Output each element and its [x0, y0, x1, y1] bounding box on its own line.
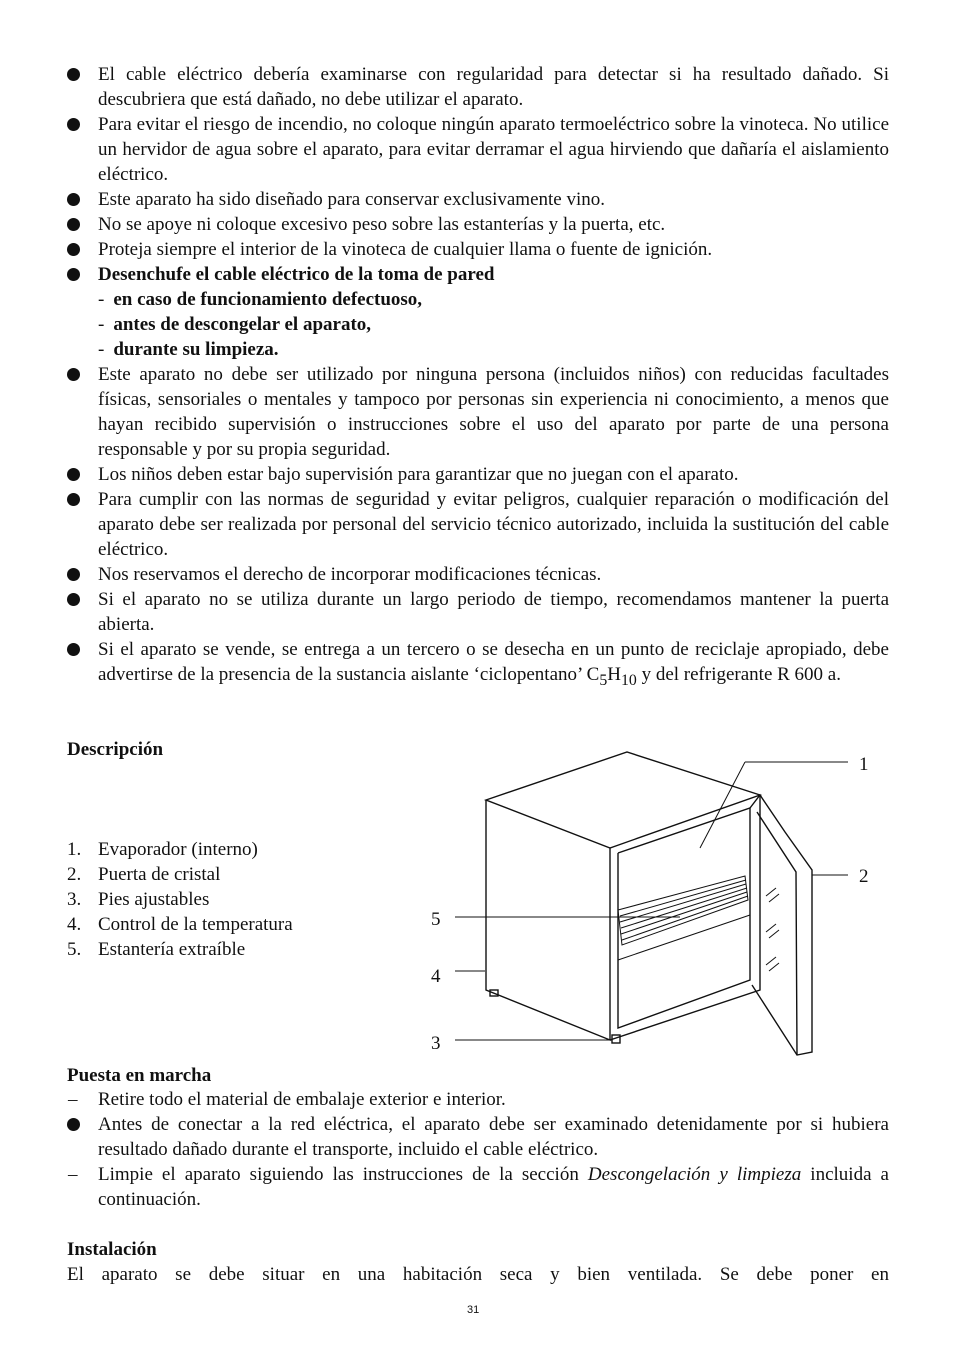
bullet-text: Si el aparato se vende, se entrega a un tercero o se desecha en un punto de reciclaje apropiado, debe advertirse de la presencia de la sustancia aislante ‘ciclopentano’ $C_5H_{10}$ y del refrigerante R 600 a. [98, 639, 889, 689]
installation-text: El aparato se debe situar en una habitación seca y bien ventilada. Se debe poner en [67, 1264, 889, 1285]
installation-heading: Instalación [67, 1239, 157, 1260]
bullet-text: Este aparato ha sido diseñado para conservar exclusivamente vino. [98, 189, 606, 210]
description-item: 4. Control de la temperatura [67, 914, 293, 935]
description-item: 5. Estantería extraíble [67, 939, 246, 960]
bullet-text: Los niños deben estar bajo supervisión para garantizar que no juegan con el aparato. [98, 464, 739, 485]
unplug-sub-item: - antes de descongelar el aparato, [98, 314, 372, 335]
unplug-sub-item: - en caso de funcionamiento defectuoso, [98, 289, 423, 310]
startup-item: – Limpie el aparato siguiendo las instrucciones de la sección Descongelación y limpieza incluida a continuación. [68, 1164, 889, 1210]
page-number: 31 [467, 1304, 480, 1316]
callout-label-5: 5 [431, 909, 441, 930]
bullet-text: Nos reservamos el derecho de incorporar modificaciones técnicas. [98, 564, 602, 585]
bullet-text: El cable eléctrico debería examinarse con regularidad para detectar si ha resultado dañado. Si descubriera que está dañado, no debe utilizar el aparato. [98, 64, 889, 110]
startup-heading: Puesta en marcha [67, 1065, 212, 1086]
callout-label-1: 1 [859, 754, 869, 775]
description-item: 2. Puerta de cristal [67, 864, 221, 885]
bullet-text: Para cumplir con las normas de seguridad y evitar peligros, cualquier reparación o modificación del aparato debe ser realizada por personal del servicio técnico autorizado, incluida la sustitución del cable eléctrico. [98, 489, 889, 560]
feet [490, 990, 620, 1043]
bullet-dot-icon [67, 1118, 80, 1131]
bullet-text: Desenchufe el cable eléctrico de la toma de pared [98, 264, 495, 285]
callout-label-2: 2 [859, 866, 869, 887]
startup-item: – Retire todo el material de embalaje exterior e interior. [68, 1089, 506, 1110]
bullet-text: Si el aparato no se utiliza durante un largo periodo de tiempo, recomendamos mantener la puerta abierta. [98, 589, 889, 635]
description-item: 3. Pies ajustables [67, 889, 210, 910]
shelf [618, 876, 750, 960]
description-heading: Descripción [67, 739, 164, 760]
description-item: 1. Evaporador (interno) [67, 839, 258, 860]
bullet-text: Para evitar el riesgo de incendio, no coloque ningún aparato termoeléctrico sobre la vinoteca. No utilice un hervidor de agua sobre el aparato, para evitar derramar el agua hirviendo que dañaría el aislamiento eléctrico. [98, 114, 889, 185]
callout-label-4: 4 [431, 966, 441, 987]
unplug-sub-item: - durante su limpieza. [98, 339, 279, 360]
bullet-text: Este aparato no debe ser utilizado por ninguna persona (incluidos niños) con reducidas facultades físicas, sensoriales o mentales y tampoco por personas sin experiencia ni conocimiento, a menos que hayan recibido supervisión o instrucciones sobre el uso del aparato por parte de una persona responsable y por su propia seguridad. [98, 364, 889, 460]
bullet-text: Proteja siempre el interior de la vinoteca de cualquier llama o fuente de ignición. [98, 239, 713, 260]
bullet-text: No se apoye ni coloque excesivo peso sobre las estanterías y la puerta, etc. [98, 214, 666, 235]
callout-label-3: 3 [431, 1033, 441, 1054]
cabinet-outline [486, 752, 760, 1040]
section-reference: Descongelación y limpieza [587, 1164, 802, 1185]
startup-item: Antes de conectar a la red eléctrica, el aparato debe ser examinado detenidamente por si hubiera resultado dañado durante el transporte, incluido el cable eléctrico. [67, 1112, 889, 1162]
